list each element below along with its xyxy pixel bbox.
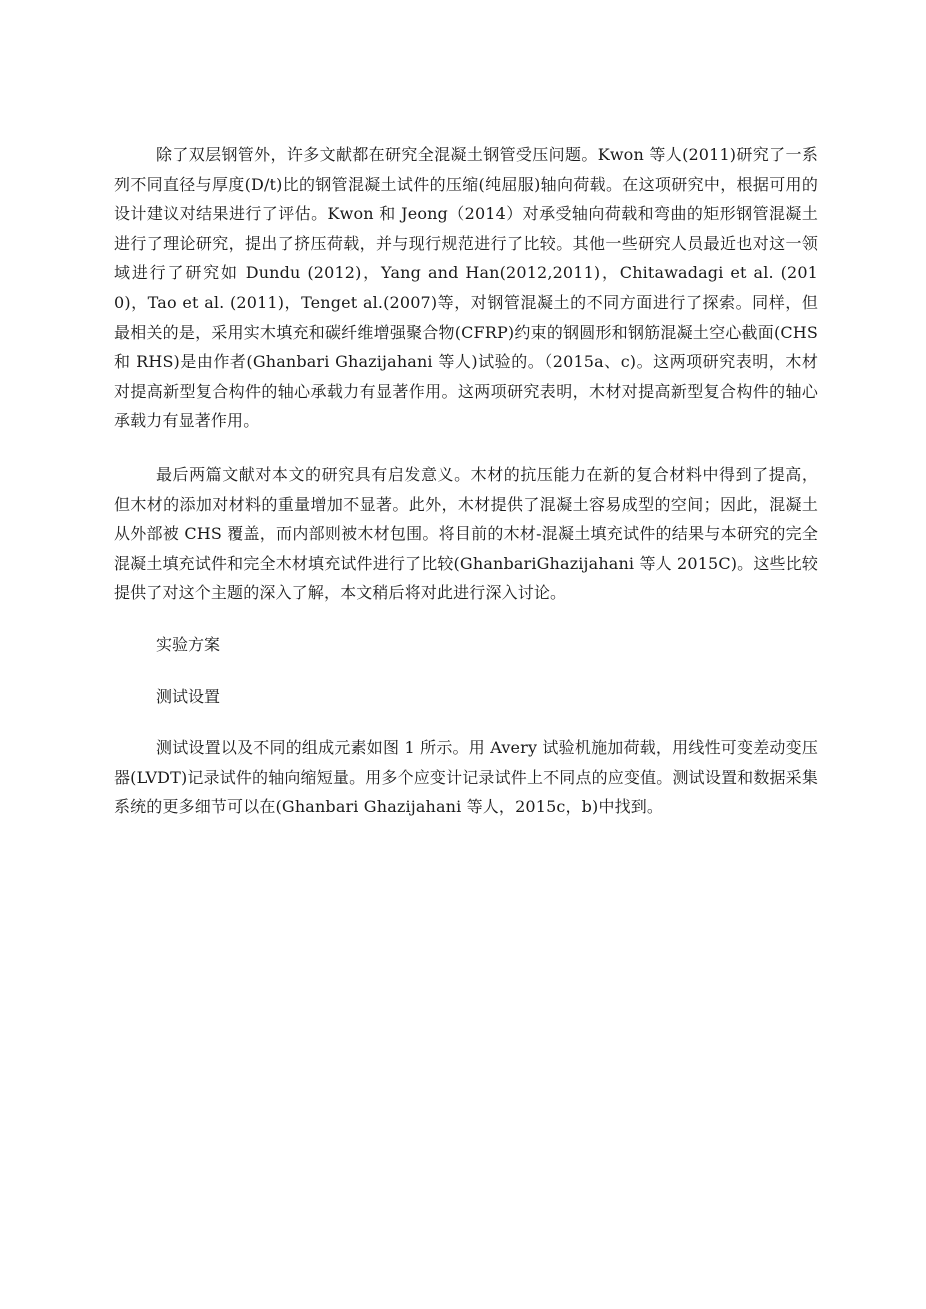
subsection-heading-test-setup: 测试设置 (156, 686, 221, 706)
document-body (114, 140, 818, 822)
paragraph-literature-review: 除了双层钢管外，许多文献都在研究全混凝土钢管受压问题。Kwon 等人(2011)研究了一系列不同直径与厚度(D/t)比的钢管混凝土试件的压缩(纯屈服)轴向荷载。在这项研究中，根据可用的设计建议对结果进行了评估。Kwon 和 Jeong（2014）对承受轴向荷载和弯曲的矩形钢管混凝土进行了理论研究，提出了挤压荷载，并与现行规范进行了比较。其他一些研究人员最近也对这一领域进行了研究如 Dundu (2012)，Yang and Han(2012,2011)，Chitawadagi et al. (2010)，Tao et al. (2011)，Tenget al.(2007)等，对钢管混凝土的不同方面进行了探索。同样，但最相关的是，采用实木填充和碳纤维增强聚合物(CFRP)约束的钢圆形和钢筋混凝土空心截面(CHS 和 RHS)是由作者(Ghanbari Ghazijahani 等人)试验的。（2015a、c)。这两项研究表明，木材对提高新型复合构件的轴心承载力有显著作用。这两项研究表明，木材对提高新型复合构件的轴心承载力有显著作用。 (114, 145, 818, 431)
section-heading-experimental-program: 实验方案 (156, 634, 221, 654)
paragraph-inspiration: 最后两篇文献对本文的研究具有启发意义。木材的抗压能力在新的复合材料中得到了提高，但木材的添加对材料的重量增加不显著。此外，木材提供了混凝土容易成型的空间；因此，混凝土从外部被 CHS 覆盖，而内部则被木材包围。将目前的木材-混凝土填充试件的结果与本研究的完全混凝土填充试件和完全木材填充试件进行了比较(GhanbariGhazijahani 等人 2015C)。这些比较提供了对这个主题的深入了解，本文稍后将对此进行深入讨论。 (114, 464, 818, 603)
paragraph-test-setup: 测试设置以及不同的组成元素如图 1 所示。用 Avery 试验机施加荷载，用线性可变差动变压器(LVDT)记录试件的轴向缩短量。用多个应变计记录试件上不同点的应变值。测试设置和数据采集系统的更多细节可以在(Ghanbari Ghazijahani 等人，2015c，b)中找到。 (114, 738, 818, 817)
